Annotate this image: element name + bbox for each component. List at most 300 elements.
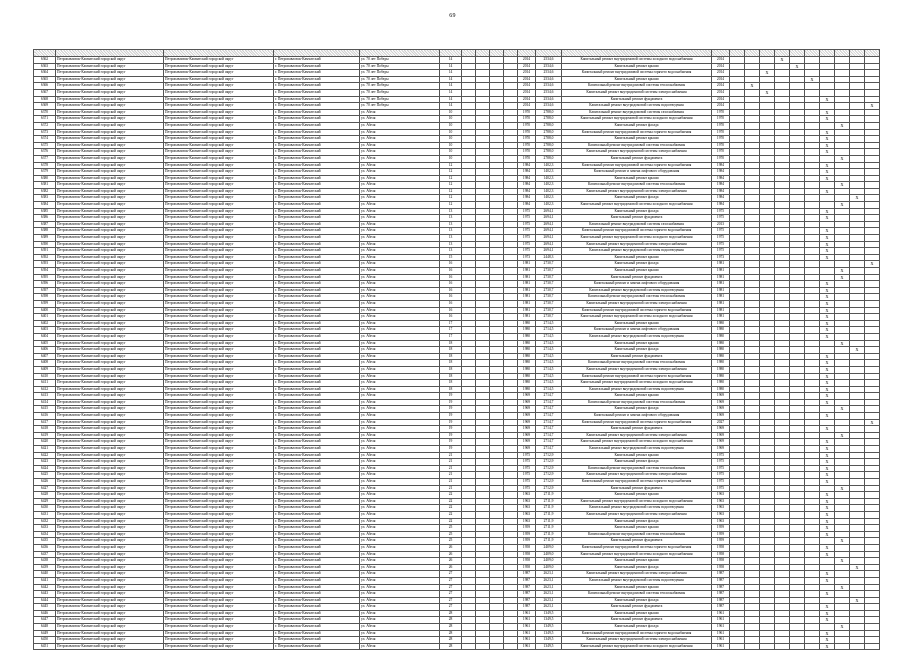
table-cell: 6386 (34, 215, 56, 222)
work-type-mark (745, 347, 760, 354)
work-type-mark (850, 287, 865, 294)
work-type-mark (805, 136, 820, 143)
table-cell: г. Петропавловск-Камчатский (274, 202, 360, 209)
table-cell (476, 380, 490, 387)
table-row (34, 300, 880, 307)
table-cell (490, 142, 504, 149)
work-type-mark (805, 241, 820, 248)
table-cell: 18 (440, 340, 462, 347)
work-type-mark (760, 518, 775, 525)
work-type-mark (835, 208, 850, 215)
work-type-mark (850, 380, 865, 387)
table-cell (462, 268, 476, 275)
table-cell (504, 584, 518, 591)
table-cell: Петропавловск-Камчатский городской округ (164, 558, 274, 565)
work-type-mark (865, 492, 880, 499)
table-cell: ул. Абеля (360, 261, 440, 268)
table-cell: г. Петропавловск-Камчатский (274, 399, 360, 406)
work-type-mark (790, 182, 805, 189)
table-row (34, 129, 880, 136)
work-type-mark (775, 465, 790, 472)
table-cell (490, 155, 504, 162)
table-cell: г. Петропавловск-Камчатский (274, 386, 360, 393)
table-cell (504, 188, 518, 195)
table-cell: 1402,3 (536, 202, 562, 209)
table-cell: Капитальный ремонт внутридомовой системы горячего водоснабжения (562, 544, 712, 551)
work-type-mark (790, 228, 805, 235)
table-cell: Петропавловск-Камчатский городской округ (164, 617, 274, 624)
table-cell: ул. Абеля (360, 287, 440, 294)
work-type-mark (745, 643, 760, 650)
table-cell: 1984 (712, 195, 730, 202)
work-type-mark (775, 281, 790, 288)
work-type-mark (790, 505, 805, 512)
table-cell: г. Петропавловск-Камчатский (274, 353, 360, 360)
work-type-mark (760, 505, 775, 512)
table-cell: Капитальный ремонт внутридомовой системы электроснабжения (562, 637, 712, 644)
work-type-mark (865, 57, 880, 64)
table-cell (490, 76, 504, 83)
work-type-mark (850, 413, 865, 420)
table-cell (504, 281, 518, 288)
work-type-mark (775, 70, 790, 77)
table-cell: 19 (440, 399, 462, 406)
work-type-mark (745, 327, 760, 334)
table-cell: 6387 (34, 221, 56, 228)
table-cell: г. Петропавловск-Камчатский (274, 564, 360, 571)
table-cell: 28 (440, 637, 462, 644)
table-cell (476, 202, 490, 209)
work-type-mark (865, 208, 880, 215)
work-type-mark: X (820, 426, 835, 433)
work-type-mark (730, 630, 745, 637)
work-type-mark (745, 419, 760, 426)
table-cell: 16 (440, 300, 462, 307)
table-cell (504, 432, 518, 439)
table-cell: 1975 (518, 485, 536, 492)
table-cell (462, 333, 476, 340)
work-type-mark (775, 63, 790, 70)
work-type-mark (775, 577, 790, 584)
table-cell: 1980 (712, 333, 730, 340)
work-type-mark (790, 459, 805, 466)
work-type-mark (805, 300, 820, 307)
table-cell: 2409,0 (536, 551, 562, 558)
table-cell: Петропавловск-Камчатский городской округ (164, 366, 274, 373)
work-type-mark (790, 202, 805, 209)
table-cell: ул. Абеля (360, 538, 440, 545)
table-cell: 6411 (34, 380, 56, 387)
table-cell: Капитальный ремонт внутридомовой системы горячего водоснабжения (562, 228, 712, 235)
work-type-mark (760, 96, 775, 103)
table-cell: Капитальный ремонт фундамента (562, 274, 712, 281)
table-cell: 6450 (34, 637, 56, 644)
table-cell (476, 57, 490, 64)
work-type-mark (730, 637, 745, 644)
work-type-mark (790, 287, 805, 294)
table-cell: Петропавловск-Камчатский городской округ (164, 399, 274, 406)
work-type-mark (775, 129, 790, 136)
table-cell: Петропавловск-Камчатский городской округ (56, 498, 164, 505)
work-type-mark (805, 505, 820, 512)
work-type-mark: X (790, 63, 805, 70)
table-cell: ул. Абеля (360, 314, 440, 321)
work-type-mark (790, 630, 805, 637)
work-type-mark (850, 188, 865, 195)
table-row (34, 353, 880, 360)
table-cell: Петропавловск-Камчатский городской округ (164, 274, 274, 281)
table-cell: Петропавловск-Камчатский городской округ (164, 268, 274, 275)
table-row (34, 320, 880, 327)
work-type-mark (805, 604, 820, 611)
work-type-mark (835, 511, 850, 518)
table-row (34, 525, 880, 532)
work-type-mark: X (820, 604, 835, 611)
table-cell (490, 182, 504, 189)
table-cell (476, 419, 490, 426)
table-cell: Петропавловск-Камчатский городской округ (56, 432, 164, 439)
table-cell: Петропавловск-Камчатский городской округ (56, 274, 164, 281)
table-cell (504, 228, 518, 235)
work-type-mark (850, 294, 865, 301)
work-type-mark (805, 584, 820, 591)
work-type-mark (865, 333, 880, 340)
table-cell: 2714,5 (536, 386, 562, 393)
table-row (34, 413, 880, 420)
work-type-mark (745, 551, 760, 558)
work-type-mark (820, 597, 835, 604)
work-type-mark (790, 380, 805, 387)
table-cell (490, 617, 504, 624)
table-cell: 13 (440, 208, 462, 215)
table-cell: 2694,1 (536, 221, 562, 228)
table-cell: Капитальный ремонт фасада (562, 459, 712, 466)
table-cell (462, 241, 476, 248)
table-cell: Капитальный ремонт крыши (562, 320, 712, 327)
table-cell: г. Петропавловск-Камчатский (274, 155, 360, 162)
work-type-mark (865, 169, 880, 176)
table-cell (476, 149, 490, 156)
work-type-mark (835, 89, 850, 96)
table-cell: 1961 (712, 643, 730, 650)
work-type-mark: X (820, 188, 835, 195)
table-cell: ул. Абеля (360, 452, 440, 459)
table-cell: 28 (440, 617, 462, 624)
work-type-mark (805, 333, 820, 340)
work-type-mark (835, 215, 850, 222)
work-type-mark (745, 597, 760, 604)
table-cell: Петропавловск-Камчатский городской округ (56, 353, 164, 360)
table-cell: Капитальный ремонт внутридомовой системы электроснабжения (562, 511, 712, 518)
table-cell: 6395 (34, 274, 56, 281)
work-type-mark (760, 413, 775, 420)
work-type-mark (835, 347, 850, 354)
table-cell (462, 479, 476, 486)
table-cell: ул. 70 лет Победы (360, 70, 440, 77)
work-type-mark (745, 465, 760, 472)
table-cell: Петропавловск-Камчатский городской округ (56, 182, 164, 189)
table-cell: г. Петропавловск-Камчатский (274, 531, 360, 538)
table-cell: Петропавловск-Камчатский городской округ (56, 287, 164, 294)
table-cell: 2712,9 (536, 485, 562, 492)
table-cell (476, 518, 490, 525)
work-type-mark (805, 558, 820, 565)
table-cell: 6363 (34, 63, 56, 70)
table-cell: Петропавловск-Камчатский городской округ (164, 281, 274, 288)
table-cell: ул. Абеля (360, 446, 440, 453)
table-cell: 10 (440, 149, 462, 156)
table-cell: г. Петропавловск-Камчатский (274, 366, 360, 373)
table-cell: ул. Абеля (360, 525, 440, 532)
work-type-mark (760, 136, 775, 143)
table-cell (490, 399, 504, 406)
table-cell: г. Петропавловск-Камчатский (274, 591, 360, 598)
work-type-mark (745, 274, 760, 281)
table-cell: 1973 (712, 254, 730, 261)
work-type-mark (805, 630, 820, 637)
table-cell: г. Петропавловск-Камчатский (274, 577, 360, 584)
table-cell (490, 485, 504, 492)
table-cell: 6377 (34, 155, 56, 162)
work-type-mark (865, 604, 880, 611)
table-cell (476, 340, 490, 347)
table-cell: ул. Абеля (360, 597, 440, 604)
table-cell (462, 511, 476, 518)
table-cell (462, 432, 476, 439)
table-row (34, 492, 880, 499)
work-type-mark (760, 399, 775, 406)
work-type-mark (790, 347, 805, 354)
table-cell: Петропавловск-Камчатский городской округ (56, 136, 164, 143)
work-type-mark (775, 386, 790, 393)
column-header (274, 50, 360, 57)
table-cell: Петропавловск-Камчатский городской округ (164, 202, 274, 209)
table-row (34, 307, 880, 314)
work-type-mark (805, 169, 820, 176)
table-cell: 6374 (34, 136, 56, 143)
work-type-mark (850, 551, 865, 558)
table-cell: 27 (440, 571, 462, 578)
table-cell: Петропавловск-Камчатский городской округ (164, 577, 274, 584)
table-cell: 2534,6 (536, 70, 562, 77)
table-cell: Капитальный ремонт внутридомовой системы водоотведения (562, 103, 712, 110)
work-type-mark (865, 498, 880, 505)
table-cell (504, 498, 518, 505)
table-cell (490, 70, 504, 77)
table-cell (490, 254, 504, 261)
table-cell: Капитальный ремонт внутридомовой системы водоотведения (562, 333, 712, 340)
table-cell: ул. Абеля (360, 439, 440, 446)
table-cell: г. Петропавловск-Камчатский (274, 274, 360, 281)
table-row (34, 208, 880, 215)
work-type-mark (790, 241, 805, 248)
table-cell: г. Петропавловск-Камчатский (274, 518, 360, 525)
table-cell: Петропавловск-Камчатский городской округ (164, 162, 274, 169)
table-cell: 10 (440, 116, 462, 123)
work-type-mark (775, 300, 790, 307)
work-type-mark (805, 399, 820, 406)
work-type-mark (805, 175, 820, 182)
table-cell: 2014 (518, 96, 536, 103)
work-type-mark (775, 452, 790, 459)
table-cell (504, 76, 518, 83)
table-row (34, 399, 880, 406)
table-cell: 1980 (518, 333, 536, 340)
table-cell: Петропавловск-Камчатский городской округ (164, 241, 274, 248)
work-type-mark (775, 103, 790, 110)
table-cell (462, 630, 476, 637)
table-cell: 12 (440, 202, 462, 209)
table-cell: 1402,3 (536, 175, 562, 182)
table-cell: г. Петропавловск-Камчатский (274, 498, 360, 505)
work-type-mark (775, 142, 790, 149)
work-type-mark (730, 103, 745, 110)
table-cell: г. Петропавловск-Камчатский (274, 76, 360, 83)
work-type-mark (850, 485, 865, 492)
table-cell (490, 353, 504, 360)
work-type-mark (745, 406, 760, 413)
table-cell (504, 518, 518, 525)
table-cell: г. Петропавловск-Камчатский (274, 505, 360, 512)
table-cell (476, 538, 490, 545)
table-cell: Петропавловск-Камчатский городской округ (164, 340, 274, 347)
table-cell: 2534,6 (536, 96, 562, 103)
table-cell: 1980 (518, 366, 536, 373)
work-type-mark (730, 215, 745, 222)
table-cell: 1963 (712, 511, 730, 518)
table-cell: 1981 (712, 300, 730, 307)
table-cell (462, 617, 476, 624)
table-cell: г. Петропавловск-Камчатский (274, 314, 360, 321)
table-cell: ул. Абеля (360, 195, 440, 202)
work-type-mark (775, 208, 790, 215)
table-cell: Петропавловск-Камчатский городской округ (56, 103, 164, 110)
work-type-mark (850, 96, 865, 103)
table-cell: Петропавловск-Камчатский городской округ (164, 188, 274, 195)
work-type-mark (745, 208, 760, 215)
table-cell (476, 215, 490, 222)
table-cell: 1349,5 (536, 624, 562, 631)
table-cell: ул. Абеля (360, 373, 440, 380)
table-cell: Петропавловск-Камчатский городской округ (56, 169, 164, 176)
table-cell (504, 591, 518, 598)
work-type-mark (730, 610, 745, 617)
work-type-mark (790, 637, 805, 644)
table-cell: 1958 (518, 558, 536, 565)
table-cell: ул. Абеля (360, 320, 440, 327)
table-cell (476, 96, 490, 103)
work-type-mark (775, 109, 790, 116)
table-cell (504, 630, 518, 637)
table-cell: 6415 (34, 406, 56, 413)
table-cell (490, 235, 504, 242)
work-type-mark (850, 558, 865, 565)
table-cell: 14 (440, 70, 462, 77)
table-cell: Петропавловск-Камчатский городской округ (56, 294, 164, 301)
table-cell (490, 268, 504, 275)
work-type-mark (850, 617, 865, 624)
table-cell (490, 637, 504, 644)
table-cell: 2014 (712, 70, 730, 77)
work-type-mark (805, 353, 820, 360)
table-cell: ул. Абеля (360, 485, 440, 492)
table-body (34, 57, 880, 650)
table-cell: ул. Абеля (360, 169, 440, 176)
table-cell (504, 136, 518, 143)
table-cell: Петропавловск-Камчатский городской округ (164, 208, 274, 215)
work-type-mark (835, 643, 850, 650)
table-cell: 1969 (712, 406, 730, 413)
column-header (56, 50, 164, 57)
work-type-mark (745, 584, 760, 591)
work-type-mark (775, 597, 790, 604)
table-cell: 6436 (34, 544, 56, 551)
table-cell (476, 195, 490, 202)
table-cell: 14 (440, 89, 462, 96)
table-cell: 6417 (34, 419, 56, 426)
work-type-mark (835, 360, 850, 367)
table-cell: ул. Абеля (360, 340, 440, 347)
work-type-mark (805, 155, 820, 162)
table-cell: 1975 (518, 228, 536, 235)
work-type-mark (730, 307, 745, 314)
work-type-mark (730, 182, 745, 189)
work-type-mark (775, 314, 790, 321)
table-cell: ул. Абеля (360, 149, 440, 156)
work-type-mark (730, 314, 745, 321)
work-type-mark: X (835, 485, 850, 492)
table-cell: 6440 (34, 571, 56, 578)
work-type-mark (745, 116, 760, 123)
table-cell: 26 (440, 558, 462, 565)
work-type-mark (835, 479, 850, 486)
table-cell: Петропавловск-Камчатский городской округ (164, 89, 274, 96)
table-cell: Петропавловск-Камчатский городской округ (164, 551, 274, 558)
work-type-mark (865, 149, 880, 156)
table-cell: 1975 (518, 459, 536, 466)
table-cell: г. Петропавловск-Камчатский (274, 142, 360, 149)
work-type-mark (730, 498, 745, 505)
work-type-mark (775, 188, 790, 195)
work-type-mark (850, 643, 865, 650)
table-cell: 2534,6 (536, 57, 562, 64)
table-cell (476, 406, 490, 413)
table-cell: Петропавловск-Камчатский городской округ (164, 637, 274, 644)
work-type-mark (865, 162, 880, 169)
table-cell (504, 162, 518, 169)
work-type-mark: X (820, 617, 835, 624)
table-cell: 1987 (518, 571, 536, 578)
table-cell: 6394 (34, 268, 56, 275)
work-type-mark (850, 577, 865, 584)
table-cell: 1958 (712, 564, 730, 571)
table-row (34, 241, 880, 248)
table-row (34, 235, 880, 242)
table-cell (462, 386, 476, 393)
table-cell (462, 531, 476, 538)
table-cell: г. Петропавловск-Камчатский (274, 439, 360, 446)
table-cell: ул. Абеля (360, 571, 440, 578)
table-cell: 2534,6 (536, 103, 562, 110)
work-type-mark (790, 393, 805, 400)
table-cell: 6375 (34, 142, 56, 149)
column-header (712, 50, 730, 57)
table-cell: Петропавловск-Камчатский городской округ (164, 63, 274, 70)
table-cell (490, 96, 504, 103)
table-cell: 1402,3 (536, 188, 562, 195)
work-type-mark (745, 426, 760, 433)
work-type-mark (835, 544, 850, 551)
